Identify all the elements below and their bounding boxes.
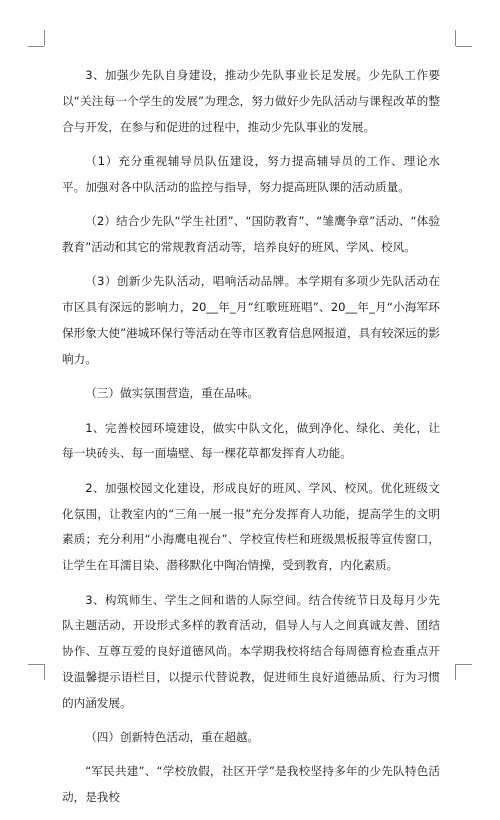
crop-mark-bottom-right-h [456,664,472,665]
crop-mark-top-left-h [28,46,44,47]
crop-mark-top-right-v [455,30,456,46]
paragraph-featured-activities: “军民共建”、“学校放假，社区开学”是我校坚持多年的少先队特色活动，是我校 [62,764,440,805]
section-heading-atmosphere: （三）做实氛围营造，重在品味。 [85,386,260,401]
paragraph-combined-activities: （2）结合少先队“学生社团”、“国防教育”、“雏鹰争章”活动、“体验教育”活动和其它的常规教育活动等，培养良好的班风、学风、校风。 [62,214,440,254]
document-body [62,63,440,820]
crop-mark-bottom-left-h [28,664,44,665]
crop-mark-bottom-left-v [44,664,45,680]
paragraph-innovate-activities: （3）创新少先队活动，唱响活动品牌。本学期有多项少先队活动在市区具有深远的影响力，20__年_月“红歌班班唱”、20__年_月“小海军环保形象大使”港城环保行等活动在等市区教育信息网报道，具有较深远的影响力。 [62,274,440,366]
paragraph-counselor-team: （1）充分重视辅导员队伍建设，努力提高辅导员的工作、理论水平。加强对各中队活动的监控与指导，努力提高班队课的活动质量。 [62,153,440,194]
crop-mark-bottom-right-v [455,664,456,680]
crop-mark-top-right-h [456,46,472,47]
paragraph-campus-environment: 1、完善校园环境建设，做实中队文化，做到净化、绿化、美化，让每一块砖头、每一面墙壁、每一棵花草都发挥育人功能。 [62,420,440,461]
paragraph-campus-culture: 2、加强校园文化建设，形成良好的班风、学风、校风。优化班级文化氛围，让教室内的“三角一展一报”充分发挥育人功能，提高学生的文明素质；充分利用“小海鹰电视台”、学校宣传栏和班级黑板报等宣传窗口，让学生在耳濡目染、潜移默化中陶冶情操，受到教育，内化素质。 [62,480,440,573]
section-heading-featured-activities: （四）创新特色活动，重在超越。 [85,730,260,745]
paragraph-interpersonal-space: 3、构筑师生、学生之间和谐的人际空间。结合传统节日及每月少先队主题活动，开设形式多样的教育活动，倡导人与人之间真诚友善、团结协作、互尊互爱的良好道德风尚。本学期我校将结合每周德育检查重点开设温馨提示语栏目，以提示代替说教，促进师生良好道德品质、行为习惯的内涵发展。 [62,592,440,710]
paragraph-3-team-building: 3、加强少先队自身建设，推动少先队事业长足发展。少先队工作要以“关注每一个学生的发展”为理念，努力做好少先队活动与课程改革的整合与开发，在参与和促进的过程中，推动少先队事业的发展。 [62,68,440,134]
crop-mark-top-left-v [44,30,45,46]
